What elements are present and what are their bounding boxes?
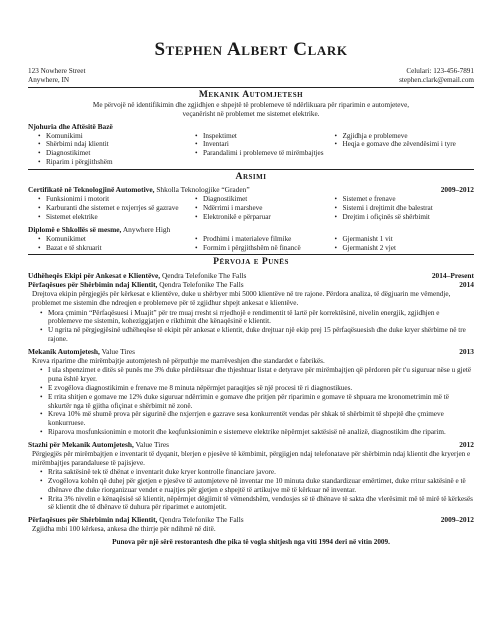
list-item: • Rrita saktësinë tek të dhënat e inventarit duke kryer kontrolle financiare javore.: [40, 468, 474, 477]
list-item: • E zvogëlova diagnostikimin e frenave me 8 minuta nëpërmjet paraqitjes së një procesi të ri diagnostikues.: [40, 384, 474, 393]
job1-sub-heading: [28, 280, 474, 289]
cert-col-3: [334, 195, 474, 221]
cert-heading: [28, 185, 474, 194]
cert-school: Shkolla Teknologjike “Graden”: [154, 185, 250, 195]
list-item: • Zgjidhja e problemeve: [334, 132, 474, 141]
hs-grid: [28, 235, 474, 253]
hs-school: Anywhere High: [121, 224, 171, 234]
job4-description: Zgjidha mbi 100 kërkesa, ankesa dhe thirrje për ndihmë në ditë.: [32, 525, 216, 534]
divider: [28, 169, 474, 170]
job4-company: Qendra Telefonike The Falls: [157, 515, 244, 525]
list-item: • Prodhimi i materialeve filmike: [195, 235, 335, 244]
job2-dates: 2013: [459, 346, 474, 356]
job2-heading: [28, 347, 474, 356]
job3-title: Stazhi për Mekanik Automjetesh,: [28, 439, 134, 449]
job1-sub-title-line: [28, 280, 244, 289]
hs-col-2: [195, 235, 335, 253]
list-item: • Riparova mosfunksionimin e motorit dhe keqfunksionimin e sistemeve elektrike nëpërmjet saktësisë në analizë, diagnostikim dhe riparim.: [40, 428, 474, 437]
job1-company: Qendra Telefonike The Falls: [160, 270, 247, 280]
list-item: • Drejtim i ofiçinës së shërbimit: [334, 213, 474, 222]
objective-text: [28, 101, 474, 119]
footer-note: Punova për një sërë restorantesh dhe pika të vogla shitjesh nga viti 1994 deri në vitin 2009.: [112, 538, 390, 547]
list-item: • Sistemet e frenave: [334, 195, 474, 204]
list-item: • Formim i përgjithshëm në financë: [195, 244, 335, 253]
contact-details: [399, 67, 474, 85]
divider: [28, 87, 474, 88]
list-item: • Inventari: [195, 140, 335, 149]
cert-col-2: [195, 195, 335, 221]
list-item: • U ngrita në përgjegjësinë udhëheqëse të ekipit për ankesat e klientit, duke drejtuar një ekip prej 15 përfaqësuesish dhe duke kryer shërbime në tre rajone.: [40, 326, 474, 344]
list-item: • Sistemi i drejtimit dhe balestrat: [334, 204, 474, 213]
list-item: • Zvogëlova kohën që duhej për gjetjen e pjesëve të automjeteve në inventar me 10 minuta duke standardizuar emërtimet, duke rritur saktësinë e të dhënave dhe duke riorganizuar vendet e ruajtjes për gjetjen e shpejtë të artikujve më të kërkuar në inventar.: [40, 477, 474, 495]
list-item: • Elektronikë e përparuar: [195, 213, 335, 222]
list-item: • Diagnostikimet: [38, 149, 195, 158]
job4-title: Përfaqësues për Shërbimin ndaj Klientit,: [28, 515, 158, 525]
job1-description: Drejtova ekipin përgjegjës për kërkesat e klientëve, duke u shërbyer mbi 5000 klientëve në tre rajone. Përdora analiza, të dëgjuarin me vëmendje, problemet me sistemin dhe ndreqjen e problemeve për të zgjidhur shpejt ankesat e klientëve.: [32, 289, 451, 307]
list-item: • Rrita 3% nivelin e kënaqësisë së klientit, nëpërmjet dëgjimit të vëmendshëm, vendosjes së të dhënave të sakta dhe vlerësimit më të mirë të kërkesës së klientit dhe të dhënave të duhura për riparimet e automjetit.: [40, 495, 474, 513]
list-item: • Karburanti dhe sistemet e nxjerrjes së gazrave: [38, 204, 195, 213]
objective-title: Mekanik Automjetesh: [198, 88, 304, 100]
hs-title: Diplomë e Shkollës së mesme,: [28, 224, 122, 234]
job3-heading: [28, 440, 474, 449]
objective-line-2: veçanërisht në problemet me sistemet elektrike.: [182, 109, 320, 118]
job2-bullets: [28, 366, 474, 436]
skills-col-3: [334, 132, 474, 167]
job3-title-line: [28, 440, 169, 449]
list-item: • Funksionimi i motorit: [38, 195, 195, 204]
list-item: • Diagnostikimet: [195, 195, 335, 204]
list-item: • Komunikimet: [38, 235, 195, 244]
job3-company: Value Tires: [133, 439, 169, 449]
cert-dates: 2009–2012: [440, 185, 474, 195]
job2-title-line: [28, 347, 135, 356]
skills-col-1: [38, 132, 195, 167]
address: [28, 67, 85, 85]
hs-col-1: [38, 235, 195, 253]
job2-company: Value Tires: [99, 346, 136, 356]
job4-dates: 2009–2012: [440, 515, 474, 525]
job3-description: Përgjegjës për mirëmbajtjen e inventarit të dyqanit, blerjen e pjesëve të këmbimit, përgjigjen ndaj telefonatave për shërbimin ndaj klientit dhe kryerjen e mirëmbajtjes parandaluese të pajisjeve.: [32, 449, 471, 467]
job1-heading: [28, 271, 474, 280]
address-city: Anywhere, IN: [28, 75, 70, 84]
job1-sub-title: Përfaqësues për Shërbimin ndaj Klientit,: [28, 279, 158, 289]
address-street: 123 Nowhere Street: [28, 67, 86, 75]
skills-title: Njohuria dhe Aftësitë Bazë: [28, 121, 113, 131]
job4-heading: [28, 515, 474, 524]
job1-bullets: [28, 309, 474, 344]
email: stephen.clark@email.com: [399, 75, 474, 84]
list-item: • Heqja e gomave dhe zëvendësimi i tyre: [334, 140, 474, 149]
cert-grid: [28, 195, 474, 221]
list-item: • Sistemet elektrike: [38, 213, 195, 222]
list-item: • Kreva 10% më shumë prova për sigurinë dhe nxjerrjen e gazrave sesa konkurrentët vendas për shkak të shërbimit të shpejtë dhe çmimeve konkurruese.: [40, 410, 474, 428]
list-item: • Shërbimi ndaj klientit: [38, 140, 195, 149]
list-item: • Gjermanisht 1 vit: [334, 235, 474, 244]
job1-dates: 2014–Present: [431, 270, 474, 280]
list-item: • Komunikimi: [38, 132, 195, 141]
cert-title-line: [28, 185, 250, 194]
job2-title: Mekanik Automjetesh,: [28, 346, 100, 356]
job2-description: Kreva riparime dhe mirëmbajtje automjetesh në përputhje me marrëveshjen dhe standardet e fabrikës.: [32, 356, 325, 365]
job1-sub-dates: 2014: [459, 279, 474, 289]
experience-title: Përvoja e Punës: [213, 256, 289, 268]
phone: Celulari: 123-456-7891: [406, 67, 474, 75]
hs-heading: [28, 225, 474, 234]
job4-title-line: [28, 515, 244, 524]
list-item: • Ndërrimi i marsheve: [195, 204, 335, 213]
list-item: • Mora çmimin “Përfaqësuesi i Muajit” për tre muaj rresht si rrjedhojë e rendimentit të lartë për korrektësinë, nivelin energjik, zgjidhjen e problemeve me sistemin, koheziggjatjen e rikthimit dhe kënaqësinë e klientit.: [40, 309, 474, 327]
hs-title-line: [28, 225, 170, 234]
skills-col-2: [195, 132, 335, 167]
contact-block: [28, 67, 474, 85]
cert-title: Certifikatë në Teknologjinë Automotive,: [28, 185, 155, 195]
list-item: • Gjermanisht 2 vjet: [334, 244, 474, 253]
list-item: • E rrita shitjen e gomave me 12% duke siguruar ndërrimin e gomave dhe pritjen për riparimin e gomave të shpuara me kronometrimin më të shkurtër nga të gjitha ofiçinat e shërbimit në zonë.: [40, 393, 474, 411]
job3-bullets: [28, 468, 474, 512]
hs-col-3: [334, 235, 474, 253]
list-item: • Inspektimet: [195, 132, 335, 141]
job1-title: Udhëheqës Ekipi për Ankesat e Klientëve,: [28, 270, 161, 280]
skills-grid: [28, 132, 474, 167]
list-item: • Parandalimi i problemeve të mirëmbajtjes: [195, 149, 335, 158]
list-item: • Bazat e të shkruarit: [38, 244, 195, 253]
candidate-name: Stephen Albert Clark: [154, 39, 348, 60]
job1-sub-company: Qendra Telefonike The Falls: [157, 279, 244, 289]
cert-col-1: [38, 195, 195, 221]
list-item: • Riparim i përgjithshëm: [38, 158, 195, 167]
list-item: • I ula shpenzimet e ditës së punës me 3% duke përdiëtsuar dhe thjeshtuar listat e detyrave për mirëmbajtjen që përdoren për t'u siguruar nëse u gjetë puna është kryer.: [40, 366, 474, 384]
job3-dates: 2012: [459, 439, 474, 449]
objective-line-1: Me përvojë në identifikimin dhe zgjidhjen e shpejtë të problemeve të ndërlikuara për riparimin e automjeteve,: [92, 101, 410, 110]
divider: [28, 254, 474, 255]
education-title: Arsimi: [235, 170, 267, 182]
job1-title-line: [28, 271, 246, 280]
